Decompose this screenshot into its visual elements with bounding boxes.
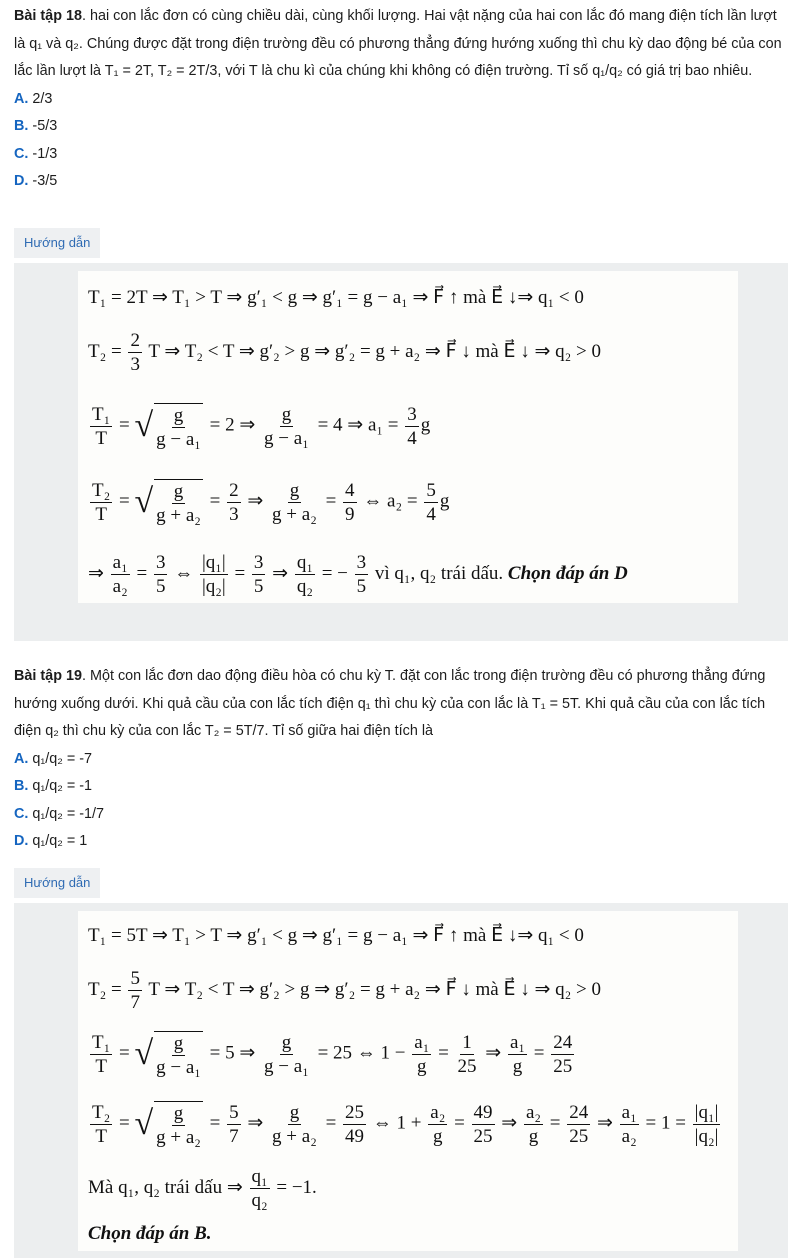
- sol19-answer: Chọn đáp án B.: [88, 1223, 212, 1244]
- sol18-line1: T₁ = 2T ⇒ T₁ > T ⇒ g′₁ < g ⇒ g′₁ = g − a₁ ⇒ F⃗ ↑ mà E⃗ ↓⇒ q₁ < 0: [88, 287, 584, 308]
- sol18-line5: ⇒ $\frac{\text{a₁}}{\text{a₂}}$ = $\frac{3}{5}$ ⇔ $\frac{\text{|q₁|}}{\text{|q₂|}}$ = $\frac{3}{5}$ ⇒ $\frac{\text{q₁}}{\text{q₂}}$ = − $\frac{3}{5}$ vì q₁, q₂ trái dấu. Chọn đáp án D: [88, 552, 628, 597]
- problem-19-text: . Một con lắc đơn dao động điều hòa có chu kỳ T. đặt con lắc trong điện trường đều có phương thẳng đứng hướng xuống dưới. Khi quả cầu của con lắc tích điện q₁ thì chu kỳ của con lắc là T₁ = 5T. Khi quả cầu của con lắc tích điện q₂ thì chu kỳ của con lắc T₂ = 5T/7. Tỉ số giữa hai điện tích là: [14, 668, 766, 739]
- sol19-line3: $\frac{\text{T₁}}{T}$ = √ $\frac{g}{\text{g − a₁}}$ = 5 ⇒ $\frac{g}{\text{g − a₁}}$ = 25 ⇔ 1 − $\frac{\text{a₁}}{g}$ = $\frac{1}{25}$ ⇒ $\frac{\text{a₁}}{g}$ = $\frac{24}{25}$: [92, 1031, 573, 1078]
- option-b[interactable]: B. -5/3: [14, 118, 58, 134]
- sol18-line3: $\frac{\text{T₁}}{T}$ = √ $\frac{g}{\text{g − a₁}}$ = 2 ⇒ $\frac{g}{\text{g − a₁}}$ = 4 ⇒ a₁ = $\frac{3}{4}$ g: [92, 403, 431, 450]
- problem-19: [14, 663, 786, 856]
- problem-18-title: Bài tập 18: [14, 8, 82, 24]
- option-c[interactable]: C. -1/3: [14, 145, 58, 162]
- solution-panel-19: [14, 903, 788, 1258]
- sol19-line1: T₁ = 5T ⇒ T₁ > T ⇒ g′₁ < g ⇒ g′₁ = g − a₁ ⇒ F⃗ ↑ mà E⃗ ↓⇒ q₁ < 0: [88, 925, 584, 946]
- hint-toggle-18[interactable]: Hướng dẫn: [14, 228, 100, 258]
- hint-toggle-19[interactable]: Hướng dẫn: [14, 868, 100, 898]
- problem-18-text: . hai con lắc đơn có cùng chiều dài, cùng khối lượng. Hai vật nặng của hai con lắc đó mang điện tích lần lượt là q₁ và q₂. Chúng được đặt trong điện trường đều có phương thẳng đứng hướng xuống thì chu kỳ dao động bé của con lắc lần lượt là T₁ = 2T, T₂ = 2T/3, với T là chu kì của chúng khi không có điện trường. Tỉ số q₁/q₂ có giá trị bao nhiêu.: [14, 8, 782, 79]
- solution-image-19: [78, 911, 738, 1251]
- option-c[interactable]: C. q₁/q₂ = -1/7: [14, 805, 105, 822]
- option-a[interactable]: A. q₁/q₂ = -7: [14, 750, 93, 767]
- option-d[interactable]: D. -3/5: [14, 173, 58, 189]
- problem-18: [14, 3, 786, 196]
- sol18-line2: T₂ = $\frac{2}{3}$ T ⇒ T₂ < T ⇒ g′₂ > g ⇒ g′₂ = g + a₂ ⇒ F⃗ ↓ mà E⃗ ↓ ⇒ q₂ > 0: [88, 330, 602, 375]
- sol19-line2: T₂ = $\frac{5}{7}$ T ⇒ T₂ < T ⇒ g′₂ > g ⇒ g′₂ = g + a₂ ⇒ F⃗ ↓ mà E⃗ ↓ ⇒ q₂ > 0: [88, 968, 602, 1013]
- sol19-line5: Mà q₁, q₂ trái dấu ⇒ $\frac{\text{q₁}}{\text{q₂}}$ = −1.: [88, 1166, 317, 1211]
- sol19-line4: $\frac{\text{T₂}}{T}$ = √ $\frac{g}{\text{g + a₂}}$ = $\frac{5}{7}$ ⇒ $\frac{g}{\text{g + a₂}}$ = $\frac{25}{49}$ ⇔ 1 + $\frac{\text{a₂}}{g}$ = $\frac{49}{25}$ ⇒ $\frac{\text{a₂}}{g}$ = $\frac{24}{25}$ ⇒ $\frac{\text{a₁}}{\text{a₂}}$ = 1 = $\frac{\text{|q₁|}}{\text{|q₂|}}$: [92, 1101, 719, 1148]
- sol18-line4: $\frac{\text{T₂}}{T}$ = √ $\frac{g}{\text{g + a₂}}$ = $\frac{2}{3}$ ⇒ $\frac{g}{\text{g + a₂}}$ = $\frac{4}{9}$ ⇔ a₂ = $\frac{5}{4}$ g: [92, 479, 450, 526]
- option-a[interactable]: A. 2/3: [14, 90, 53, 107]
- problem-19-title: Bài tập 19: [14, 668, 82, 684]
- problem-18-statement: [14, 3, 786, 86]
- problem-19-statement: [14, 663, 786, 746]
- solution-image-18: [78, 271, 738, 603]
- option-d[interactable]: D. q₁/q₂ = 1: [14, 833, 88, 849]
- solution-panel-18: [14, 263, 788, 641]
- option-b[interactable]: B. q₁/q₂ = -1: [14, 778, 93, 794]
